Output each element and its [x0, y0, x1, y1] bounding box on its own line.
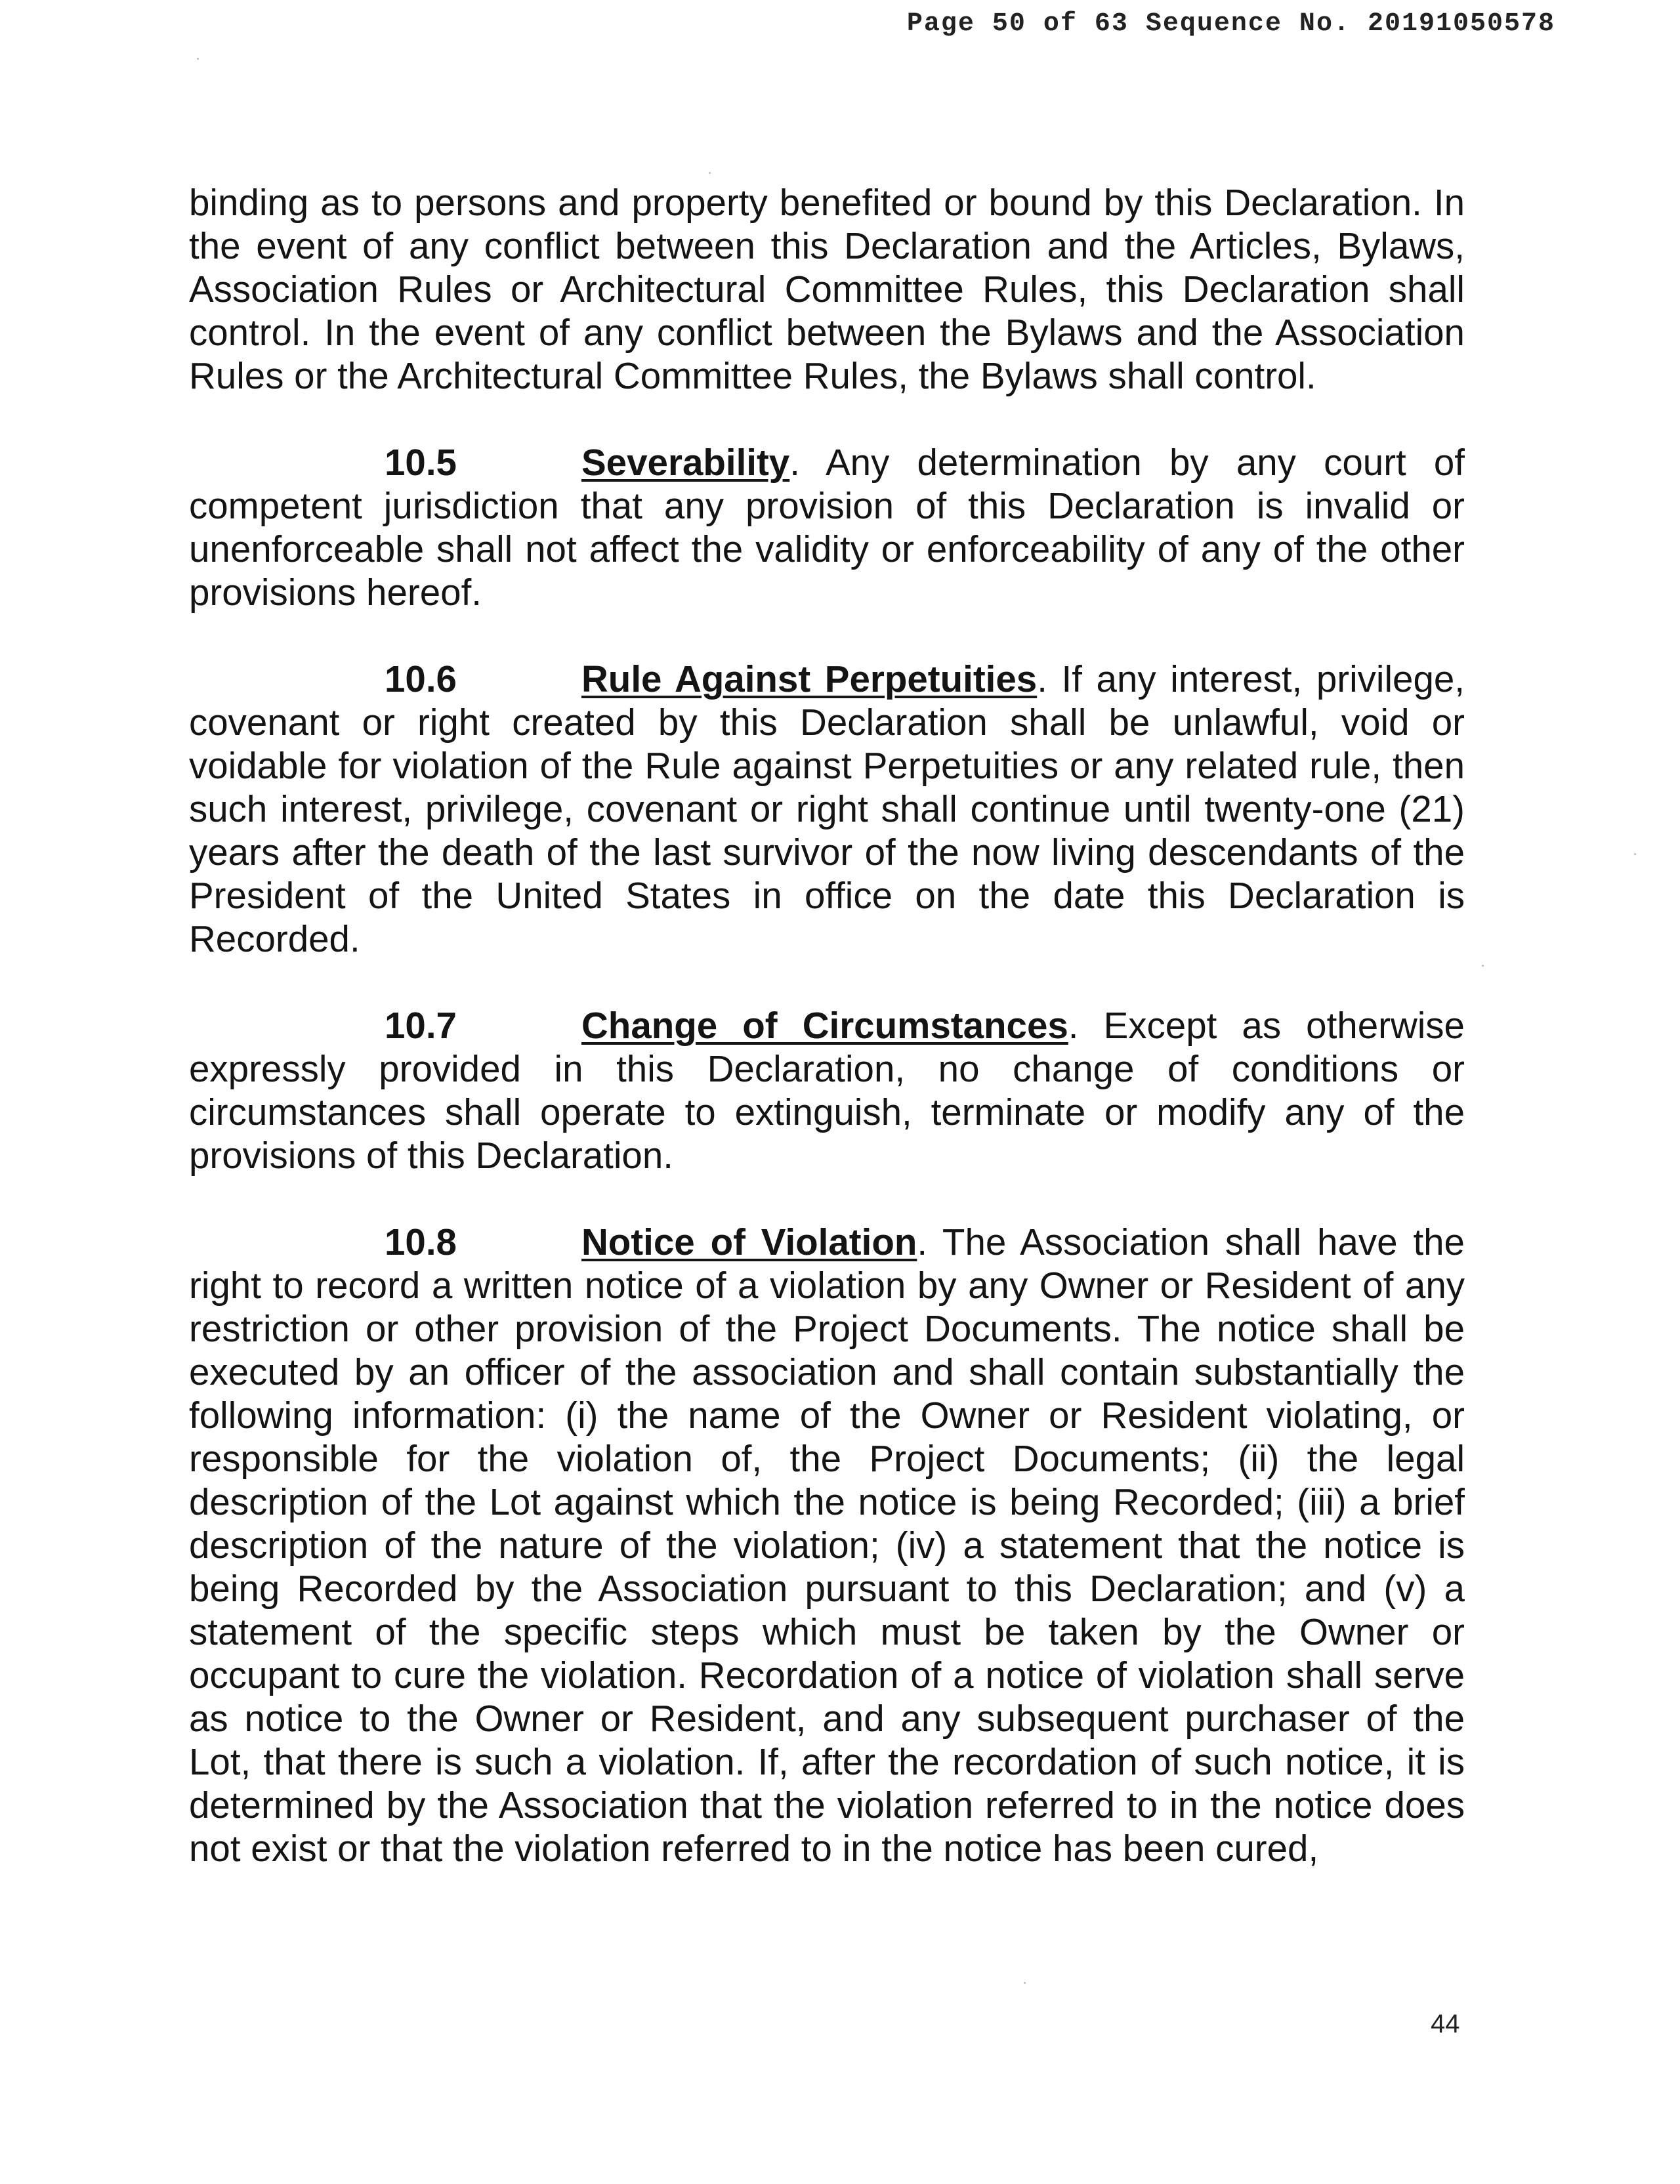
section-heading: Notice of Violation [581, 1221, 917, 1263]
section-heading-period: . [1068, 1005, 1079, 1046]
section-text: Except as otherwise expressly provided in this Declaration, no change of conditions or circumstances shall operate to extinguish, terminate or modify any of the provisions of this Declaration. [189, 1005, 1465, 1176]
section-number: 10.6 [385, 658, 457, 700]
section-heading: Change of Circumstances [581, 1005, 1068, 1046]
section-heading-period: . [917, 1221, 928, 1263]
scan-speck [1482, 965, 1484, 967]
scan-speck [1634, 853, 1636, 855]
section-10-6 [189, 658, 1465, 961]
recording-stamp: Page 50 of 63 Sequence No. 20191050578 [906, 9, 1555, 39]
section-10-8 [189, 1221, 1465, 1870]
intro-paragraph: binding as to persons and property benefited or bound by this Declaration. In the event of any conflict between this Declaration and the Articles, Bylaws, Association Rules or Architectural Committee Rules, this Declaration shall control. In the event of any conflict between the Bylaws and the Association Rules or the Architectural Committee Rules, the Bylaws shall control. [189, 182, 1465, 396]
document-body [189, 181, 1465, 1870]
section-10-7 [189, 1004, 1465, 1177]
section-number: 10.8 [385, 1221, 457, 1263]
section-text: If any interest, privilege, covenant or right created by this Declaration shall be unlawful, void or voidable for violation of the Rule against Perpetuities or any related rule, then such interest, privilege, covenant or right shall continue until twenty-one (21) years after the death of the last survivor of the now living descendants of the President of the United States in office on the date this Declaration is Recorded. [189, 658, 1465, 959]
section-text: The Association shall have the right to record a written notice of a violation by any Owner or Resident of any restriction or other provision of the Project Documents. The notice shall be executed by an officer of the association and shall contain substantially the following information: (i) the name of the Owner or Resident violating, or responsible for the violation of, the Project Documents; (ii) the legal description of the Lot against which the notice is being Recorded; (iii) a brief description of the nature of the violation; (iv) a statement that the notice is being Recorded by the Association pursuant to this Declaration; and (v) a statement of the specific steps which must be taken by the Owner or occupant to cure the violation. Recordation of a notice of violation shall serve as notice to the Owner or Resident, and any subsequent purchaser of the Lot, that there is such a violation. If, after the recordation of such notice, it is determined by the Association that the violation referred to in the notice does not exist or that the violation referred to in the notice has been cured, [189, 1221, 1465, 1869]
scan-speck [709, 172, 711, 174]
section-10-5 [189, 441, 1465, 614]
section-heading-period: . [1037, 658, 1047, 700]
scan-speck [1024, 1982, 1026, 1984]
section-heading-period: . [789, 442, 800, 483]
section-number: 10.7 [385, 1005, 457, 1046]
section-text: Any determination by any court of competent jurisdiction that any provision of this Declaration is invalid or unenforceable shall not affect the validity or enforceability of any of the other provisions hereof. [189, 442, 1465, 613]
page-number: 44 [1431, 2009, 1460, 2038]
section-heading: Severability [581, 442, 790, 483]
section-heading: Rule Against Perpetuities [581, 658, 1038, 700]
scan-speck [197, 58, 199, 60]
section-number: 10.5 [385, 442, 457, 483]
